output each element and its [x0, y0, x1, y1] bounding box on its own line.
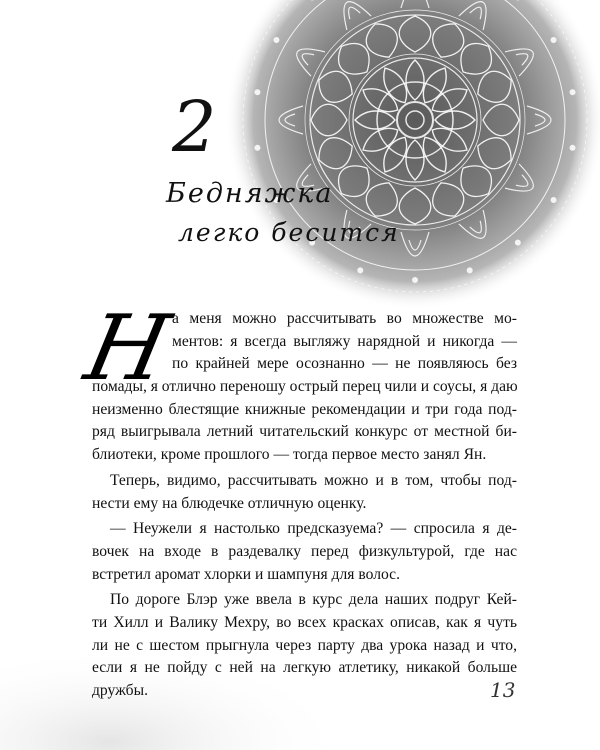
- text-line: а меня можно рассчитывать во множестве мо-: [172, 310, 517, 327]
- text-line: нести ему на блюдечке отличную оценку.: [92, 494, 367, 512]
- chapter-title-line-1: Бедняжка: [166, 178, 334, 209]
- text-line: По дороге Блэр уже ввела в курс дела наших подруг Кей-: [110, 591, 517, 609]
- text-line: помады, я отлично переношу острый перец чили и соусы, я даю: [92, 378, 518, 396]
- page-number: 13: [490, 678, 516, 702]
- chapter-number: 2: [172, 86, 217, 168]
- paragraph: [92, 589, 517, 702]
- text-line: по крайней мере осознанно — не появляюсь без: [172, 355, 517, 373]
- paragraph: [92, 518, 517, 586]
- text-line: вочек на входе в раздевалку перед физкультурой, где нас: [92, 542, 517, 560]
- body-text: [92, 308, 517, 703]
- paragraph: [92, 308, 517, 467]
- text-line: встретил аромат хлорки и шампуня для волос.: [92, 565, 400, 583]
- drop-cap: Н: [76, 296, 178, 401]
- text-line: ментов: я всегда выгляжу нарядной и никогда —: [172, 332, 517, 350]
- text-line: дружбы.: [92, 682, 148, 699]
- chapter-title-line-2: легко бесится: [178, 218, 400, 247]
- text-line: ти Хилл и Валику Мехру, во всех красках описав, как я чуть: [92, 613, 517, 631]
- text-line: неизменно блестящие книжные рекомендации и три года под-: [92, 400, 517, 418]
- text-line: если я не пойду с ней на легкую атлетику, никакой больше: [92, 659, 517, 677]
- paragraph: [92, 470, 517, 515]
- text-line: ряд выигрывала летний читательский конкурс от местной би-: [92, 423, 517, 441]
- text-line: ли не с шестом прыгнула через парту два урока назад и что,: [92, 636, 517, 654]
- text-line: Теперь, видимо, рассчитывать можно и в том, чтобы под-: [110, 471, 517, 489]
- mandala-ornament: [225, 0, 600, 310]
- text-line: блиотеки, кроме прошлого — тогда первое место занял Ян.: [92, 446, 487, 464]
- text-line: — Неужели я настолько предсказуема? — спросила я де-: [110, 520, 517, 538]
